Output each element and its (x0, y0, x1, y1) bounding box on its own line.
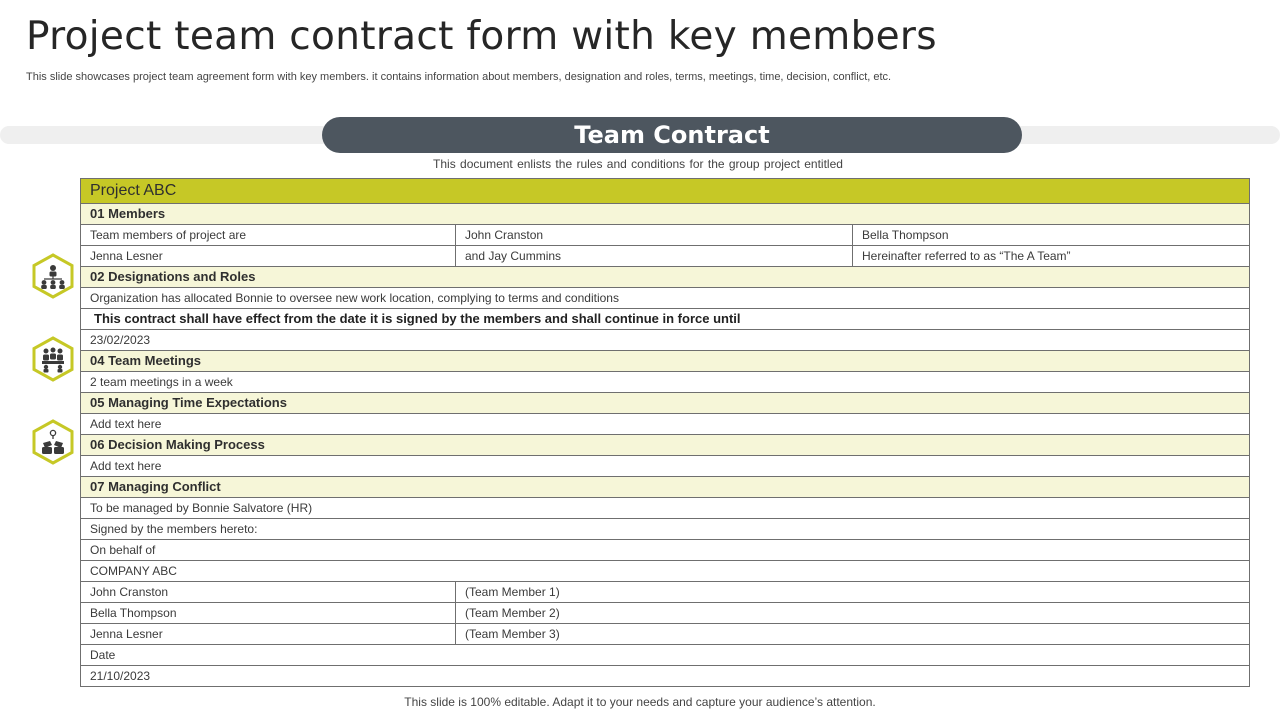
table-row (81, 644, 1249, 665)
project-title-row (81, 179, 1249, 203)
page-title: Project team contract form with key members (26, 14, 937, 59)
terms-text: This contract shall have effect from the date it is signed by the members and shall continue in force until (94, 311, 741, 326)
signatory-name: John Cranston (81, 582, 456, 602)
meetings-text: 2 team meetings in a week (90, 375, 233, 389)
intro-text: This document enlists the rules and conditions for the group project entitled (433, 157, 843, 171)
signatory-name: Bella Thompson (81, 603, 456, 623)
table-row (81, 497, 1249, 518)
signed-text: Signed by the members hereto: (90, 522, 258, 536)
table-row (81, 287, 1249, 308)
table-row (81, 371, 1249, 392)
table-row (81, 329, 1249, 350)
terms-date: 23/02/2023 (90, 333, 151, 347)
table-row (81, 560, 1249, 581)
roles-text: Organization has allocated Bonnie to oversee new work location, complying to terms and conditions (90, 291, 619, 305)
contract-form (80, 178, 1250, 687)
table-row (81, 665, 1249, 686)
conflict-text: To be managed by Bonnie Salvatore (HR) (90, 501, 313, 515)
signatory-role: (Team Member 2) (465, 606, 560, 620)
footer-note: This slide is 100% editable. Adapt it to your needs and capture your audience’s attention. (404, 695, 876, 709)
section-roles (81, 266, 1249, 287)
section-heading: 04 Team Meetings (90, 353, 202, 368)
members-cell: Hereinafter referred to as “The A Team” (862, 249, 1071, 263)
section-members (81, 203, 1249, 224)
decision-text: Add text here (90, 459, 162, 473)
signatory-row (81, 602, 1249, 623)
section-heading: 05 Managing Time Expectations (90, 395, 287, 410)
project-name: Project ABC (90, 182, 177, 199)
signatory-row (81, 581, 1249, 602)
section-conflict (81, 476, 1249, 497)
members-cell: Jenna Lesner (81, 246, 456, 266)
table-row (81, 455, 1249, 476)
date-label: Date (90, 648, 116, 662)
company-name: COMPANY ABC (90, 564, 177, 578)
section-time (81, 392, 1249, 413)
meeting-icon (31, 336, 75, 382)
members-cell: John Cranston (456, 225, 853, 245)
table-row (81, 413, 1249, 434)
section-heading: 01 Members (90, 206, 166, 221)
table-row (81, 539, 1249, 560)
signatory-row (81, 623, 1249, 644)
signatory-role: (Team Member 1) (465, 585, 560, 599)
decision-icon (31, 419, 75, 465)
team-hierarchy-icon (31, 253, 75, 299)
members-cell: Bella Thompson (862, 228, 949, 242)
signatory-name: Jenna Lesner (81, 624, 456, 644)
table-row (81, 224, 1249, 245)
table-row (81, 518, 1249, 539)
members-cell: and Jay Cummins (456, 246, 853, 266)
members-cell: Team members of project are (81, 225, 456, 245)
table-row (81, 308, 1249, 329)
section-decision (81, 434, 1249, 455)
section-heading: 07 Managing Conflict (90, 479, 221, 494)
section-meetings (81, 350, 1249, 371)
time-text: Add text here (90, 417, 162, 431)
section-heading: 06 Decision Making Process (90, 437, 265, 452)
team-contract-banner: Team Contract (322, 117, 1022, 153)
behalf-text: On behalf of (90, 543, 156, 557)
section-heading: 02 Designations and Roles (90, 269, 256, 284)
signatory-role: (Team Member 3) (465, 627, 560, 641)
table-row (81, 245, 1249, 266)
page-subtitle: This slide showcases project team agreement form with key members. it contains information about members, designation and roles, terms, meetings, time, decision, conflict, etc. (26, 71, 892, 83)
date-value: 21/10/2023 (90, 669, 151, 683)
